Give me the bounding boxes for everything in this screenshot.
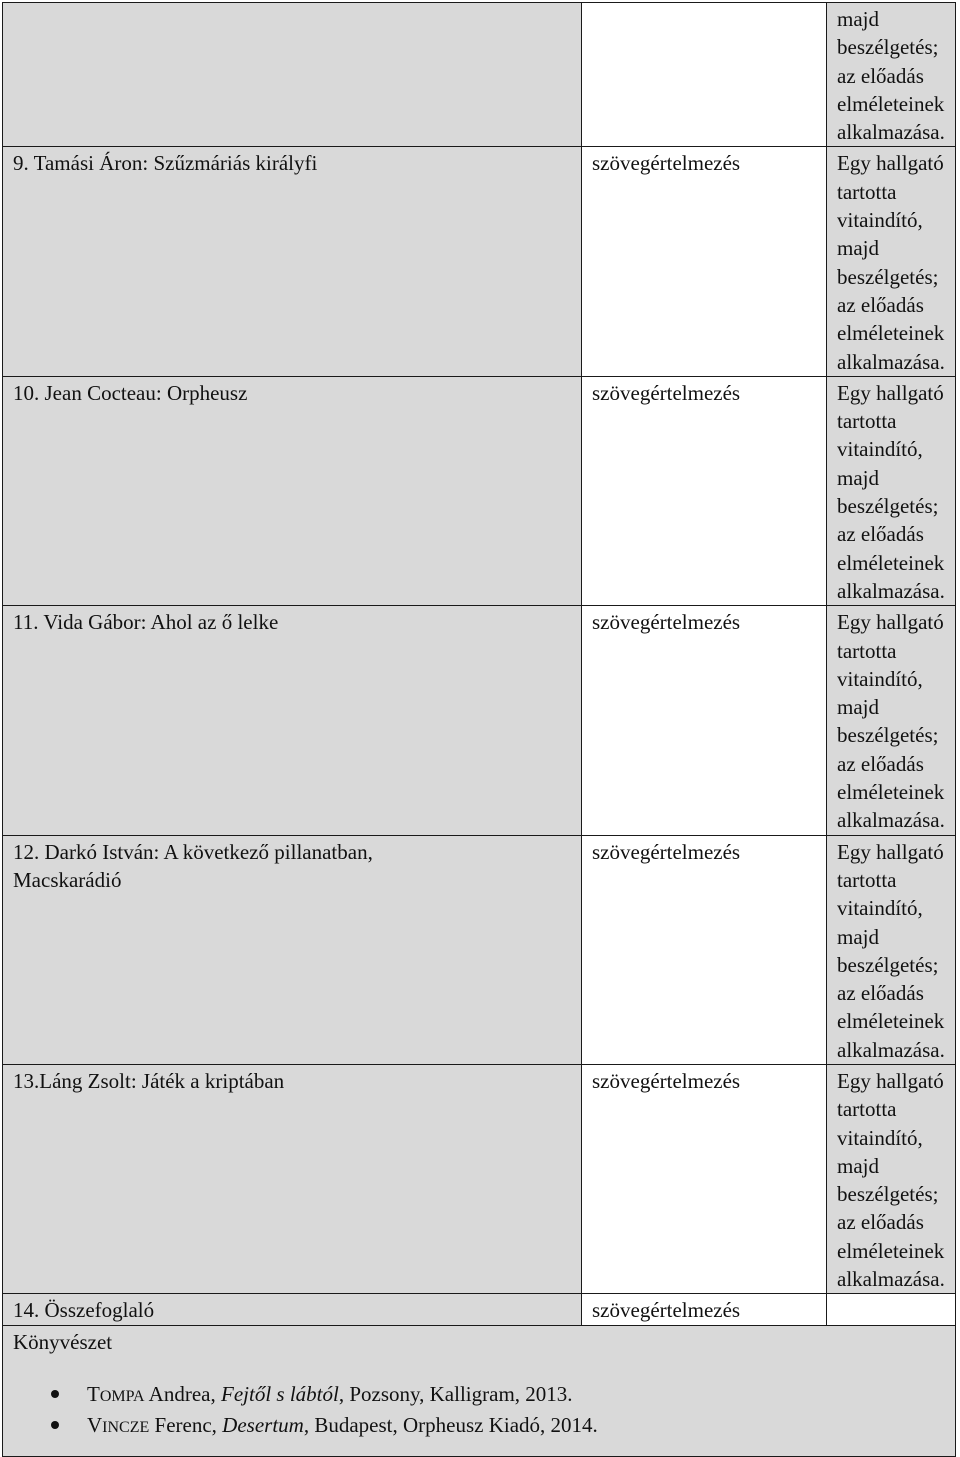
description-cell: Egy hallgató tartotta vitaindító, majd beszélgetés; az előadás elméleteinek alkalmazása. xyxy=(827,147,956,376)
topic-cell: 10. Jean Cocteau: Orpheusz xyxy=(3,376,582,605)
syllabus-table xyxy=(2,2,956,1457)
table-row xyxy=(3,376,956,605)
description-cell: Egy hallgató tartotta vitaindító, majd beszélgetés; az előadás elméleteinek alkalmazása. xyxy=(827,606,956,835)
method-cell: szövegértelmezés xyxy=(582,835,827,1064)
bibliography-list xyxy=(13,1380,947,1443)
method-cell: szövegértelmezés xyxy=(582,606,827,835)
method-cell xyxy=(582,3,827,147)
bibliography-row xyxy=(3,1325,956,1456)
topic-cell: 11. Vida Gábor: Ahol az ő lelke xyxy=(3,606,582,835)
description-cell xyxy=(827,1294,956,1325)
topic-cell: 14. Összefoglaló xyxy=(3,1294,582,1325)
topic-cell: 12. Darkó István: A következő pillanatban, Macskarádió xyxy=(3,835,582,1064)
topic-cell: 13.Láng Zsolt: Játék a kriptában xyxy=(3,1064,582,1293)
method-cell: szövegértelmezés xyxy=(582,1294,827,1325)
table-row xyxy=(3,835,956,1064)
table-row xyxy=(3,606,956,835)
method-cell: szövegértelmezés xyxy=(582,147,827,376)
description-cell: Egy hallgató tartotta vitaindító, majd beszélgetés; az előadás elméleteinek alkalmazása. xyxy=(827,1064,956,1293)
bibliography-heading: Könyvészet xyxy=(13,1329,113,1354)
table-row xyxy=(3,3,956,147)
description-cell: Egy hallgató tartotta vitaindító, majd beszélgetés; az előadás elméleteinek alkalmazása. xyxy=(827,835,956,1064)
document-page xyxy=(2,2,956,1438)
topic-cell xyxy=(3,3,582,147)
table-row xyxy=(3,1294,956,1325)
table-row xyxy=(3,1064,956,1293)
description-cell: majd beszélgetés; az előadás elméleteinek alkalmazása. xyxy=(827,3,956,147)
method-cell: szövegértelmezés xyxy=(582,376,827,605)
table-row xyxy=(3,147,956,376)
description-cell: Egy hallgató tartotta vitaindító, majd beszélgetés; az előadás elméleteinek alkalmazása. xyxy=(827,376,956,605)
bibliography-item: TOMPA Andrea, Fejtől s lábtól, Pozsony, Kalligram, 2013. xyxy=(87,1380,947,1411)
bibliography-cell xyxy=(3,1325,956,1456)
bibliography-item: VINCZE Ferenc, Desertum, Budapest, Orpheusz Kiadó, 2014. xyxy=(87,1411,947,1442)
method-cell: szövegértelmezés xyxy=(582,1064,827,1293)
topic-cell: 9. Tamási Áron: Szűzmáriás királyfi xyxy=(3,147,582,376)
